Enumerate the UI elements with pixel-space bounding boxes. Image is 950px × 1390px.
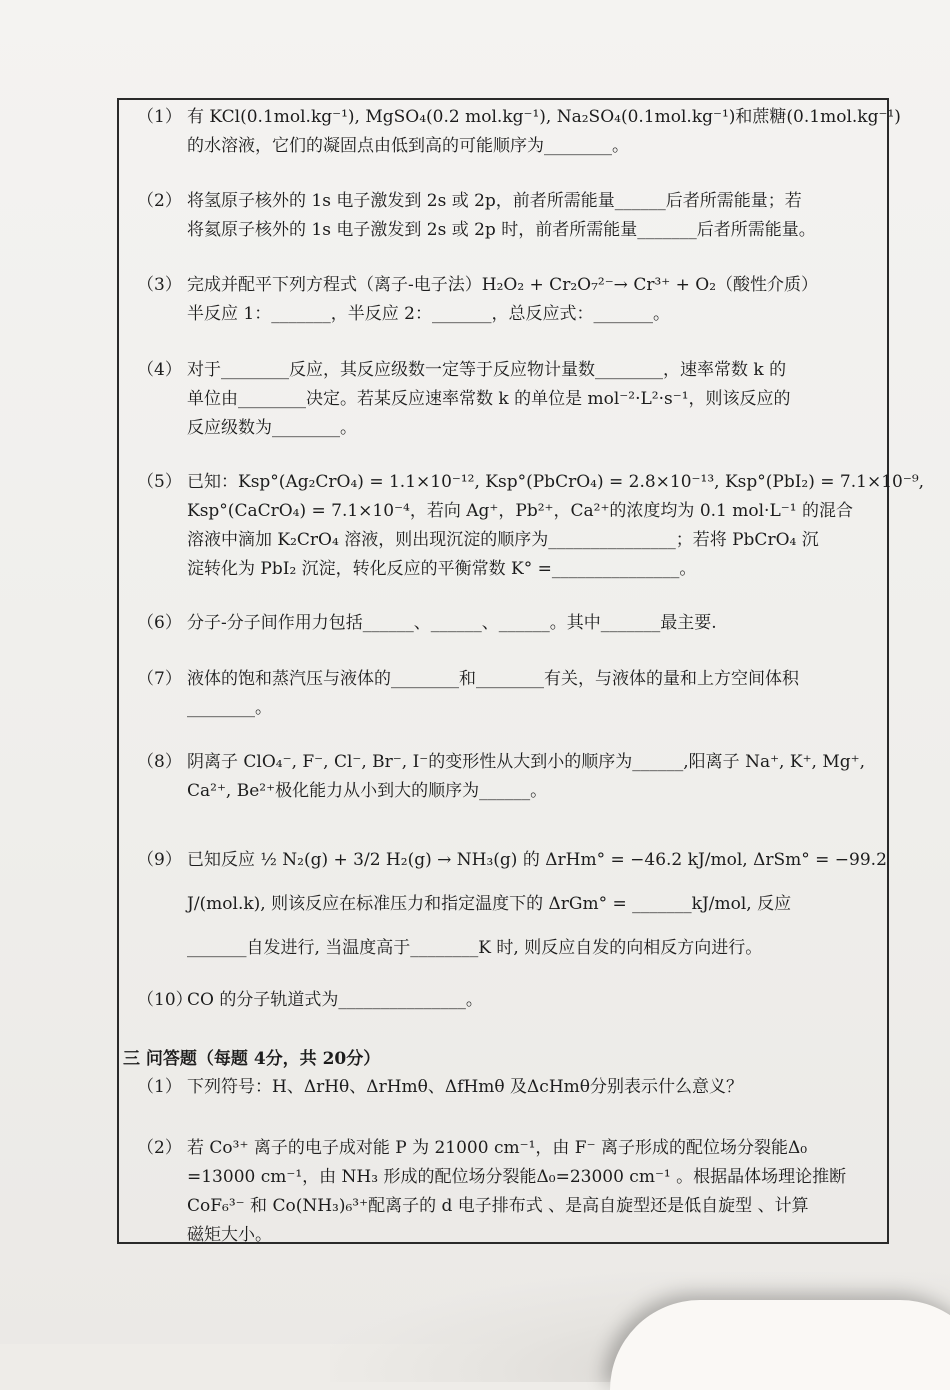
- question-number: （4）: [137, 360, 182, 380]
- question-text-line: 对于________反应，其反应级数一定等于反应物计量数________，速率常数 k 的: [187, 360, 787, 380]
- question-text-line: 下列符号：H、ΔrHθ、ΔrHmθ、ΔfHmθ 及ΔcHmθ分别表示什么意义？: [187, 1077, 744, 1097]
- question-number: （6）: [137, 613, 182, 633]
- question-text-line: CoF₆³⁻ 和 Co(NH₃)₆³⁺配离子的 d 电子排布式 、是高自旋型还是低自旋型 、计算: [187, 1196, 809, 1216]
- question-number: （2）: [137, 1138, 182, 1158]
- question-text-line: 单位由________决定。若某反应速率常数 k 的单位是 mol⁻²·L²·s⁻¹，则该反应的: [187, 389, 791, 409]
- question-text-line: 半反应 1：_______，半反应 2：_______，总反应式：_______。: [187, 304, 670, 324]
- question-text-line: 溶液中滴加 K₂CrO₄ 溶液，则出现沉淀的顺序为_______________；若将 PbCrO₄ 沉: [187, 530, 819, 550]
- question-number: （8）: [137, 752, 182, 772]
- question-text-line: _______自发进行, 当温度高于________K 时, 则反应自发的向相反方向进行。: [187, 938, 763, 958]
- question-text-line: 的水溶液，它们的凝固点由低到高的可能顺序为________。: [187, 136, 629, 156]
- question-text-line: 液体的饱和蒸汽压与液体的________和________有关，与液体的量和上方空间体积: [187, 669, 799, 689]
- question-text-line: Ksp°(CaCrO₄) = 7.1×10⁻⁴，若向 Ag⁺，Pb²⁺，Ca²⁺的浓度均为 0.1 mol·L⁻¹ 的混合: [187, 501, 853, 521]
- question-text-line: Ca²⁺, Be²⁺极化能力从小到大的顺序为______。: [187, 781, 548, 801]
- question-text-line: 反应级数为________。: [187, 418, 357, 438]
- question-text-line: 淀转化为 PbI₂ 沉淀，转化反应的平衡常数 K° =_______________。: [187, 559, 697, 579]
- section-title: 三 问答题（每题 4分，共 20分）: [123, 1049, 381, 1069]
- question-text-line: 完成并配平下列方程式（离子-电子法）H₂O₂ + Cr₂O₇²⁻→ Cr³⁺ + O₂（酸性介质）: [187, 275, 819, 295]
- question-number: （10）: [137, 990, 193, 1010]
- holding-finger: [610, 1300, 950, 1390]
- question-number: （7）: [137, 669, 182, 689]
- question-number: （9）: [137, 850, 182, 870]
- question-number: （1）: [137, 107, 182, 127]
- question-text-line: 已知：Ksp°(Ag₂CrO₄) = 1.1×10⁻¹², Ksp°(PbCrO₄) = 2.8×10⁻¹³, Ksp°(PbI₂) = 7.1×10⁻⁹,: [187, 472, 925, 492]
- question-text-line: 已知反应 ½ N₂(g) + 3/2 H₂(g) → NH₃(g) 的 ΔrHm° = −46.2 kJ/mol, ΔrSm° = −99.2: [187, 850, 887, 870]
- question-number: （2）: [137, 191, 182, 211]
- question-text-line: J/(mol.k), 则该反应在标准压力和指定温度下的 ΔrGm° = _______kJ/mol, 反应: [187, 894, 792, 914]
- question-text-line: =13000 cm⁻¹，由 NH₃ 形成的配位场分裂能Δ₀=23000 cm⁻¹ 。根据晶体场理论推断: [187, 1167, 847, 1187]
- question-text-line: 将氢原子核外的 1s 电子激发到 2s 或 2p，前者所需能量______后者所需能量；若: [187, 191, 802, 211]
- question-number: （3）: [137, 275, 182, 295]
- question-text-line: ________。: [187, 698, 272, 718]
- question-text-line: 磁矩大小。: [187, 1225, 272, 1245]
- question-text-line: 阴离子 ClO₄⁻, F⁻, Cl⁻, Br⁻, I⁻的变形性从大到小的顺序为______,阳离子 Na⁺, K⁺, Mg⁺,: [187, 752, 866, 772]
- question-text-line: 有 KCl(0.1mol.kg⁻¹), MgSO₄(0.2 mol.kg⁻¹), Na₂SO₄(0.1mol.kg⁻¹)和蔗糖(0.1mol.kg⁻¹): [187, 107, 901, 127]
- question-text-line: 若 Co³⁺ 离子的电子成对能 P 为 21000 cm⁻¹，由 F⁻ 离子形成的配位场分裂能Δ₀: [187, 1138, 808, 1158]
- question-number: （1）: [137, 1077, 182, 1097]
- question-text-line: 将氦原子核外的 1s 电子激发到 2s 或 2p 时，前者所需能量_______后者所需能量。: [187, 220, 816, 240]
- question-text-line: CO 的分子轨道式为_______________。: [187, 990, 483, 1010]
- question-number: （5）: [137, 472, 182, 492]
- question-text-line: 分子-分子间作用力包括______、______、______。其中_______最主要.: [187, 613, 717, 633]
